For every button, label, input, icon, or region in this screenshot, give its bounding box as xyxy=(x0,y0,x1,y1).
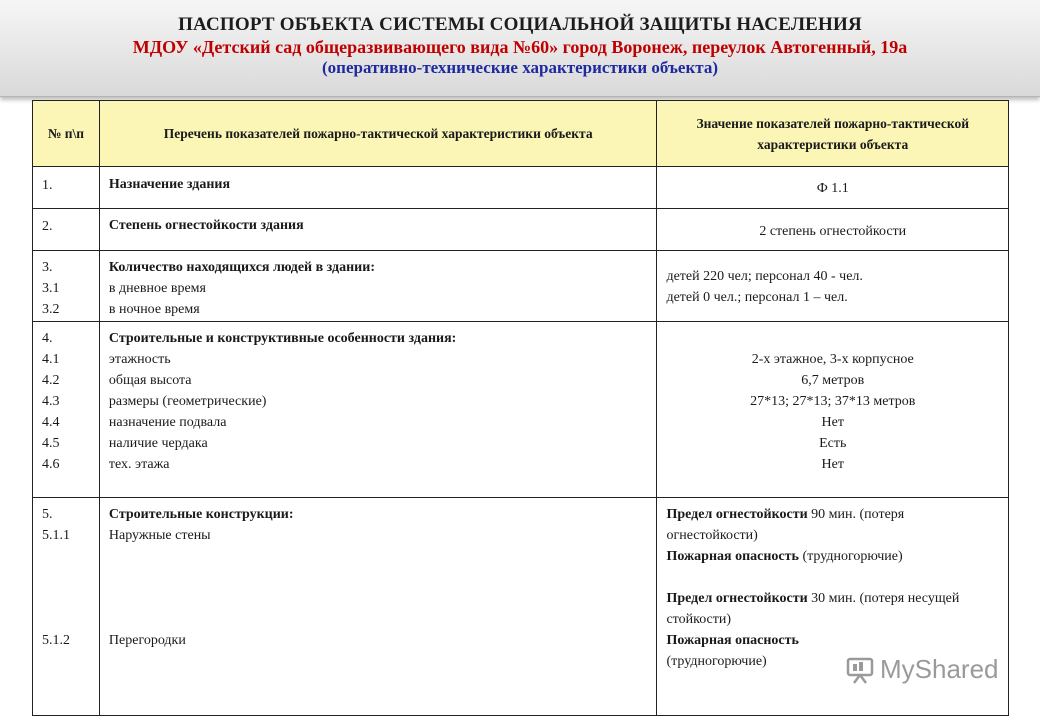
table-row xyxy=(33,251,1009,322)
row-item: общая высота xyxy=(108,373,192,388)
row-value: Ф 1.1 xyxy=(657,167,1009,209)
watermark xyxy=(846,654,999,685)
watermark-text: MyShared xyxy=(880,654,999,684)
row-nums xyxy=(33,322,100,498)
header-num: № п\п xyxy=(33,101,100,167)
num-line: 4.4 xyxy=(42,415,60,430)
num-line: 4.3 xyxy=(42,394,60,409)
row-value: 6,7 метров xyxy=(801,373,865,388)
table-row xyxy=(33,209,1009,251)
fire-limit-value: 90 мин. (потеря огнестойкости) xyxy=(666,507,905,543)
row-value: 27*13; 27*13; 37*13 метров xyxy=(750,394,916,409)
num-line: 3. xyxy=(42,260,53,275)
num-line: 5.1.2 xyxy=(42,633,70,648)
fire-limit-label: Предел огнестойкости xyxy=(666,507,808,522)
row-value: детей 0 чел.; персонал 1 – чел. xyxy=(666,290,848,305)
row-values xyxy=(657,251,1009,322)
row-item: в дневное время xyxy=(108,281,206,296)
fire-hazard-value: (трудногорючие) xyxy=(798,549,903,564)
fire-hazard-value: (трудногорючие) xyxy=(666,654,767,669)
document-caption: (оперативно-технические характеристики объекта) xyxy=(322,58,718,77)
table-row xyxy=(33,322,1009,498)
fire-hazard-label: Пожарная опасность xyxy=(666,549,799,564)
num-line: 5.1.1 xyxy=(42,528,70,543)
presentation-icon xyxy=(846,656,874,684)
wall-fire-limit xyxy=(666,504,999,546)
row-title: Строительные и конструктивные особенности здания: xyxy=(108,331,457,346)
row-title: Строительные конструкции: xyxy=(108,507,294,522)
fire-hazard-label: Пожарная опасность xyxy=(666,633,799,648)
row-title: Количество находящихся людей в здании: xyxy=(108,260,375,275)
row-title: Назначение здания xyxy=(99,167,657,209)
row-item: этажность xyxy=(108,352,171,367)
row-nums xyxy=(33,498,100,716)
row-title: Степень огнестойкости здания xyxy=(99,209,657,251)
partition-fire-limit xyxy=(666,588,999,630)
document-title: ПАСПОРТ ОБЪЕКТА СИСТЕМЫ СОЦИАЛЬНОЙ ЗАЩИТЫ НАСЕЛЕНИЯ xyxy=(178,14,862,35)
fire-limit-value: 30 мин. (потеря несущей стойкости) xyxy=(666,591,960,627)
row-value: детей 220 чел; персонал 40 - чел. xyxy=(666,269,863,284)
num-line: 4. xyxy=(42,331,53,346)
num-line: 4.5 xyxy=(42,436,60,451)
header-value: Значение показателей пожарно-тактической характеристики объекта xyxy=(657,101,1009,167)
num-line: 5. xyxy=(42,507,53,522)
row-value: 2-х этажное, 3-х корпусное xyxy=(751,352,914,367)
row-item: в ночное время xyxy=(108,302,200,317)
row-value: 2 степень огнестойкости xyxy=(657,209,1009,251)
num-line: 3.2 xyxy=(42,302,60,317)
num-line: 4.1 xyxy=(42,352,60,367)
num-line: 4.2 xyxy=(42,373,60,388)
num-line: 3.1 xyxy=(42,281,60,296)
fire-tactical-table xyxy=(32,100,1009,716)
row-item: Перегородки xyxy=(108,633,186,648)
table-header-row xyxy=(33,101,1009,167)
row-num: 2. xyxy=(33,209,100,251)
row-item: Наружные стены xyxy=(108,528,211,543)
table-row xyxy=(33,167,1009,209)
row-item: наличие чердака xyxy=(108,436,208,451)
row-item: размеры (геометрические) xyxy=(108,394,267,409)
row-value: Нет xyxy=(821,415,844,430)
row-item: тех. этажа xyxy=(108,457,170,472)
row-item: назначение подвала xyxy=(108,415,227,430)
row-value: Есть xyxy=(819,436,847,451)
fire-limit-label: Предел огнестойкости xyxy=(666,591,808,606)
wall-fire-hazard xyxy=(666,546,999,567)
row-title-cell xyxy=(99,498,657,716)
row-values xyxy=(657,322,1009,498)
row-nums xyxy=(33,251,100,322)
row-num: 1. xyxy=(33,167,100,209)
header-name: Перечень показателей пожарно-тактической характеристики объекта xyxy=(99,101,657,167)
institution-name: МДОУ «Детский сад общеразвивающего вида №60» город Воронеж, переулок Автогенный, 19а xyxy=(132,37,908,57)
num-line: 4.6 xyxy=(42,457,60,472)
row-value: Нет xyxy=(821,457,844,472)
row-title-cell xyxy=(99,251,657,322)
row-title-cell xyxy=(99,322,657,498)
page-header xyxy=(0,0,1040,97)
